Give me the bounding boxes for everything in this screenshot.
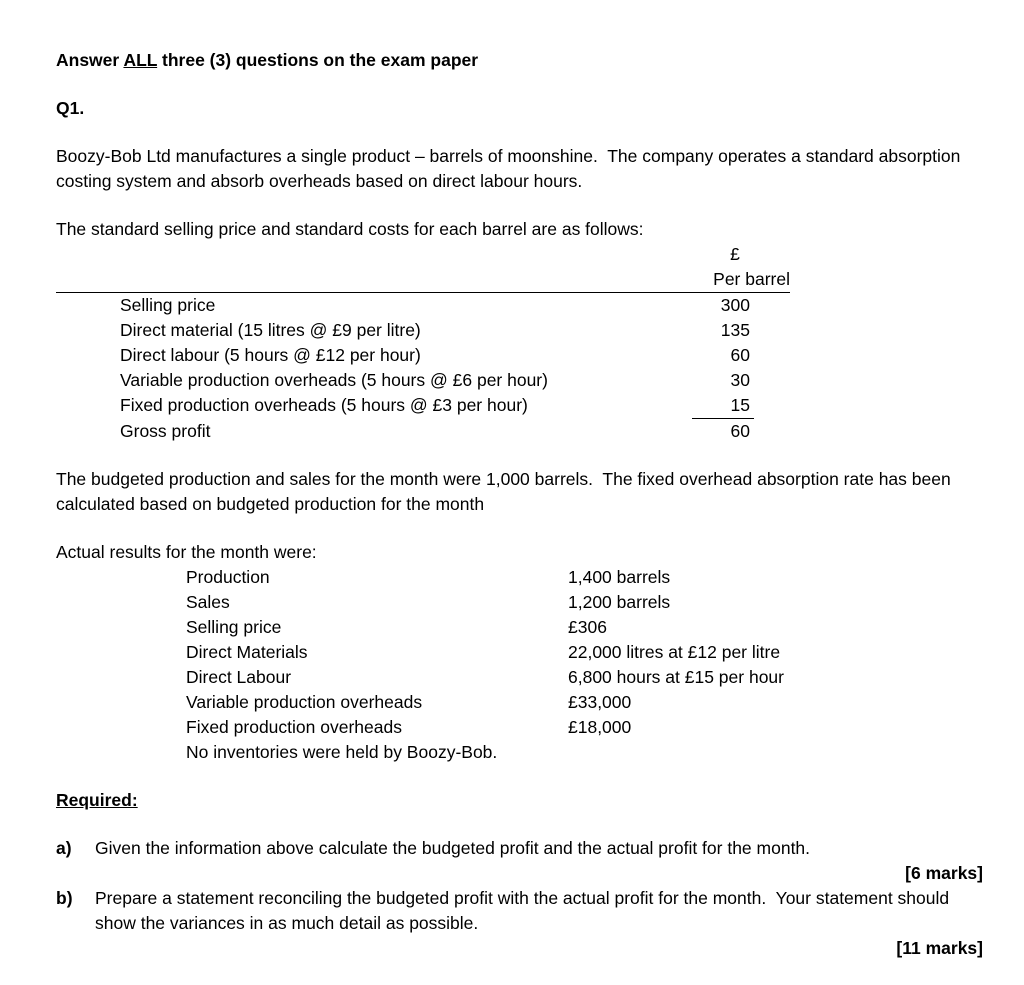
exam-instruction bbox=[56, 48, 983, 73]
table-row bbox=[56, 368, 790, 393]
row-label: Variable production overheads (5 hours @ £6 per hour) bbox=[120, 370, 548, 390]
row-label: Direct material (15 litres @ £9 per litre) bbox=[120, 320, 421, 340]
item-text: Given the information above calculate the budgeted profit and the actual profit for the month. bbox=[95, 838, 811, 858]
table-row bbox=[56, 393, 790, 419]
row-label: Selling price bbox=[120, 295, 216, 315]
actual-results-intro: Actual results for the month were: bbox=[56, 542, 317, 562]
row-value: 30 bbox=[730, 370, 750, 390]
actual-label: Variable production overheads bbox=[186, 692, 423, 712]
actual-note bbox=[186, 740, 983, 765]
item-text: Prepare a statement reconciling the budgeted profit with the actual profit for the month. Your statement should show the variances in as much detail as possible. bbox=[95, 888, 954, 933]
actual-label: Fixed production overheads bbox=[186, 717, 402, 737]
actual-label: Direct Materials bbox=[186, 642, 308, 662]
actual-row bbox=[186, 715, 983, 740]
table-intro: The standard selling price and standard costs for each barrel are as follows: bbox=[56, 219, 644, 239]
actual-value: 1,200 barrels bbox=[568, 592, 671, 612]
actual-row bbox=[186, 665, 983, 690]
required-item-b bbox=[56, 886, 983, 936]
item-letter: a) bbox=[56, 838, 72, 858]
actual-results-list bbox=[186, 565, 983, 765]
row-value: 60 bbox=[730, 345, 750, 365]
budget-paragraph: The budgeted production and sales for the month were 1,000 barrels. The fixed overhead absorption rate has been calculated based on budgeted production for the month bbox=[56, 469, 956, 514]
row-value-underlined: 15 bbox=[692, 393, 754, 419]
row-label: Gross profit bbox=[120, 421, 211, 441]
actual-value: £18,000 bbox=[568, 717, 632, 737]
marks-b: [11 marks] bbox=[896, 938, 983, 958]
actual-value: 22,000 litres at £12 per litre bbox=[568, 642, 781, 662]
actual-row bbox=[186, 615, 983, 640]
exam-instruction-underlined: ALL bbox=[123, 50, 158, 70]
actual-value: £306 bbox=[568, 617, 607, 637]
actual-row bbox=[186, 640, 983, 665]
row-label: Fixed production overheads (5 hours @ £3 per hour) bbox=[120, 395, 528, 415]
required-heading: Required: bbox=[56, 790, 138, 810]
actual-label: Direct Labour bbox=[186, 667, 292, 687]
actual-row bbox=[186, 690, 983, 715]
table-row bbox=[56, 293, 790, 318]
per-barrel-header: Per barrel bbox=[713, 269, 790, 289]
actual-row bbox=[186, 565, 983, 590]
marks-a: [6 marks] bbox=[905, 863, 983, 883]
exam-instruction-suffix: three (3) questions on the exam paper bbox=[157, 50, 479, 70]
table-row bbox=[56, 318, 790, 343]
table-header-row bbox=[56, 267, 790, 293]
row-label: Direct labour (5 hours @ £12 per hour) bbox=[120, 345, 421, 365]
actual-value: 6,800 hours at £15 per hour bbox=[568, 667, 784, 687]
actual-label: Selling price bbox=[186, 617, 282, 637]
actual-label: Production bbox=[186, 567, 270, 587]
question-number: Q1. bbox=[56, 98, 85, 118]
actual-value: £33,000 bbox=[568, 692, 632, 712]
required-item-a bbox=[56, 836, 983, 861]
standard-cost-table bbox=[56, 242, 790, 444]
currency-column-header: £ bbox=[730, 244, 740, 264]
actual-value: 1,400 barrels bbox=[568, 567, 671, 587]
row-value: 135 bbox=[720, 320, 750, 340]
inventories-note: No inventories were held by Boozy-Bob. bbox=[186, 742, 498, 762]
exam-instruction-prefix: Answer bbox=[56, 50, 124, 70]
table-row-gross-profit bbox=[56, 419, 790, 444]
item-letter: b) bbox=[56, 888, 73, 908]
actual-row bbox=[186, 590, 983, 615]
row-value: 300 bbox=[720, 295, 750, 315]
actual-label: Sales bbox=[186, 592, 230, 612]
table-row bbox=[56, 343, 790, 368]
intro-paragraph: Boozy-Bob Ltd manufactures a single product – barrels of moonshine. The company operates a standard absorption costing system and absorb overheads based on direct labour hours. bbox=[56, 146, 966, 191]
row-value: 60 bbox=[730, 421, 750, 441]
